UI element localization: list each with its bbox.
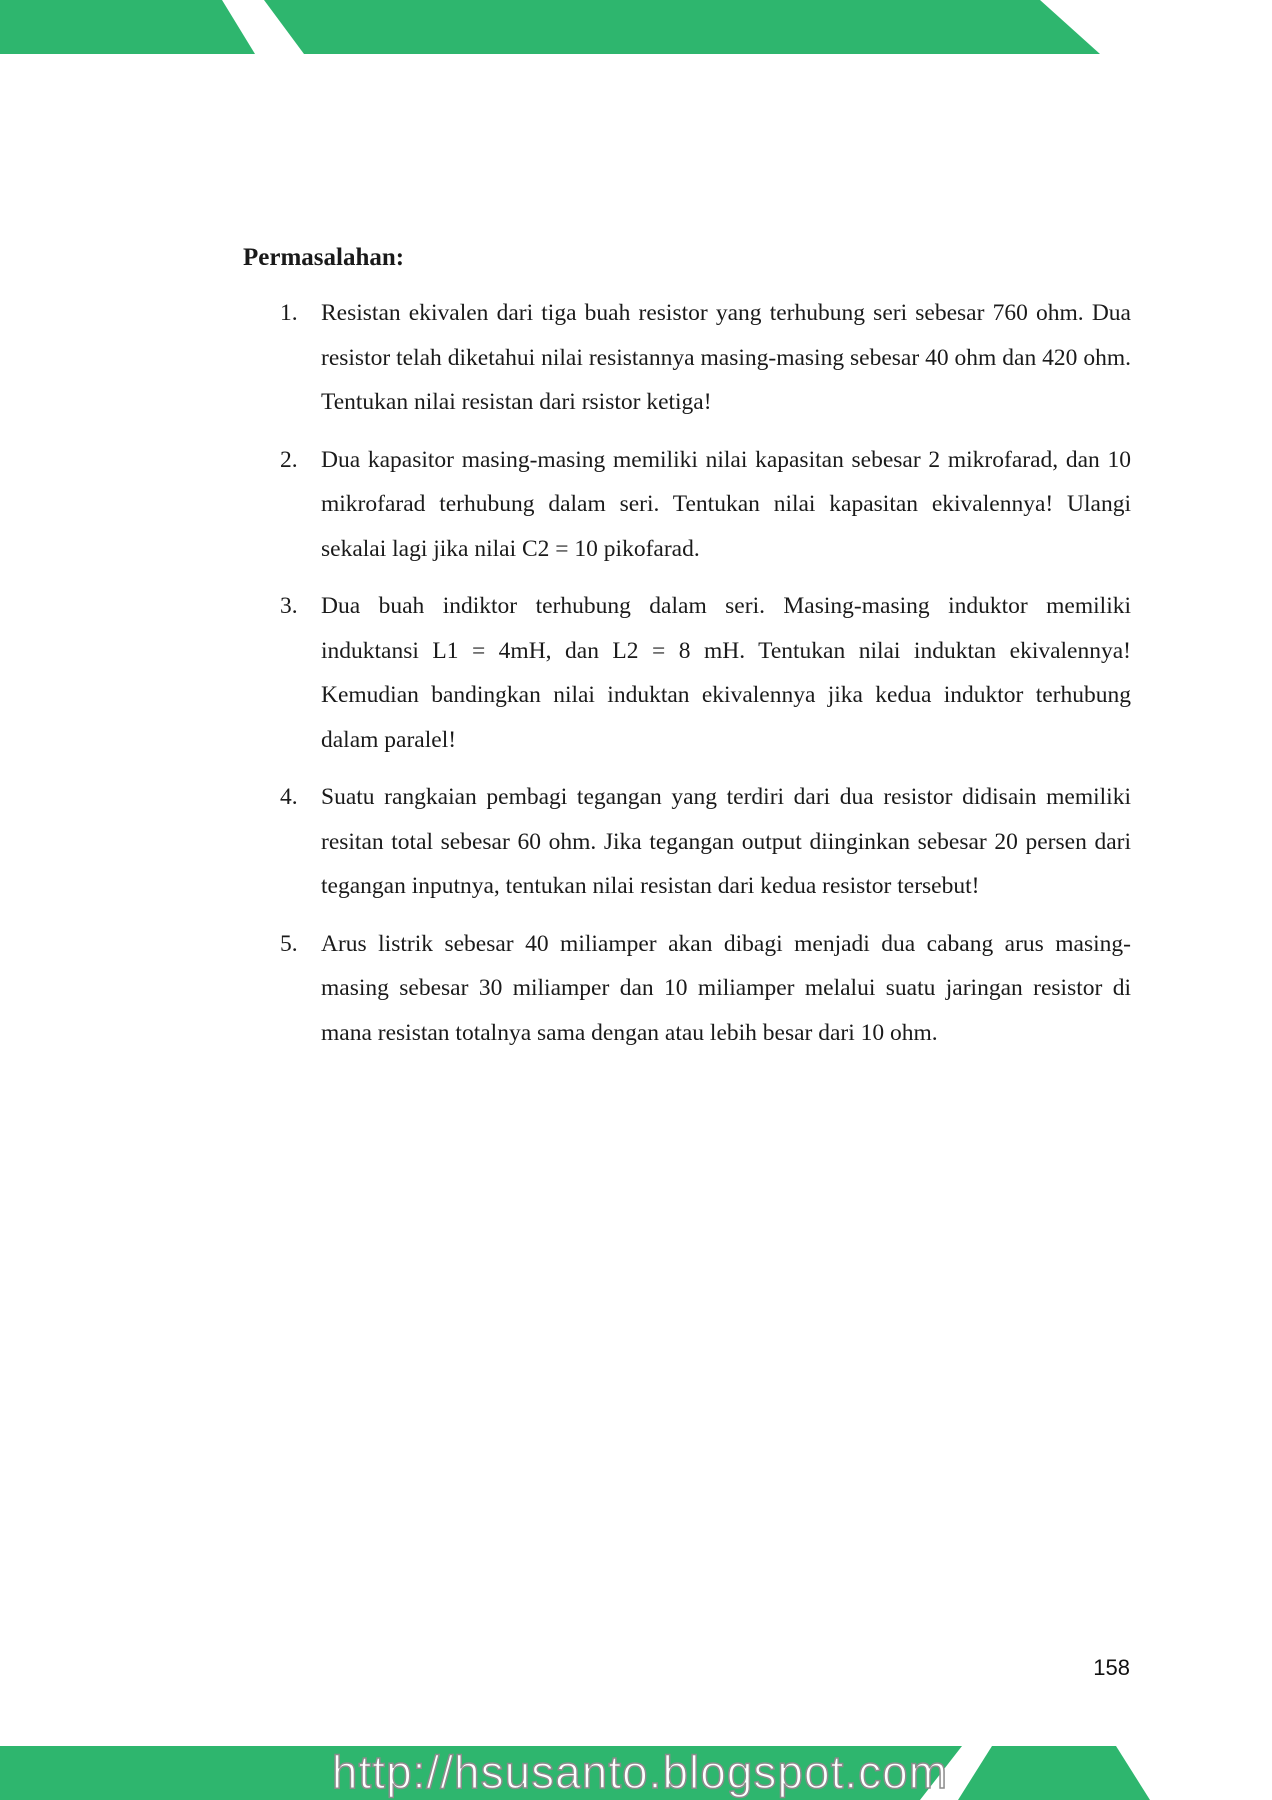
problem-text: Dua buah indiktor terhubung dalam seri. Masing-masing induktor memiliki induktansi L1 = 4mH, dan L2 = 8 mH. Tentukan nilai induktan ekivalennya! Kemudian bandingkan nilai induktan ekivalennya jika kedua induktor terhubung dalam paralel! — [321, 593, 1131, 753]
problem-item-3 — [243, 584, 1131, 762]
problem-item-1 — [243, 291, 1131, 425]
problem-text: Dua kapasitor masing-masing memiliki nilai kapasitan sebesar 2 mikrofarad, dan 10 mikrofarad terhubung dalam seri. Tentukan nilai kapasitan ekivalennya! Ulangi sekalai lagi jika nilai C2 = 10 pikofarad. — [321, 446, 1131, 562]
problem-number: 4. — [280, 784, 298, 810]
problem-number: 5. — [280, 930, 298, 957]
section-title: Permasalahan: — [243, 244, 405, 271]
page-number: 158 — [1093, 1655, 1130, 1680]
problem-list — [243, 291, 1131, 1055]
problem-item-5 — [243, 922, 1131, 1056]
top-banner-left-segment — [0, 0, 255, 54]
problem-item-4 — [243, 775, 1131, 909]
problem-text: Resistan ekivalen dari tiga buah resistor yang terhubung seri sebesar 760 ohm. Dua resistor telah diketahui nilai resistannya masing-masing sebesar 40 ohm dan 420 ohm. Tentukan nilai resistan dari rsistor ketiga! — [321, 300, 1131, 415]
top-decorative-banner — [0, 0, 1272, 56]
problem-number: 1. — [280, 300, 298, 326]
problem-text: Suatu rangkaian pembagi tegangan yang terdiri dari dua resistor didisain memiliki resitan total sebesar 60 ohm. Jika tegangan output diinginkan sebesar 20 persen dari tegangan inputnya, tentukan nilai resistan dari kedua resistor tersebut! — [321, 784, 1131, 899]
problem-text: Arus listrik sebesar 40 miliamper akan dibagi menjadi dua cabang arus masing-masing sebesar 30 miliamper dan 10 miliamper melalui suatu jaringan resistor di mana resistan totalnya sama dengan atau lebih besar dari 10 ohm. — [321, 930, 1131, 1046]
problem-item-2 — [243, 438, 1131, 572]
problem-number: 2. — [280, 446, 298, 473]
footer-watermark-url: http://hsusanto.blogspot.com — [331, 1746, 949, 1798]
top-banner-right-segment — [264, 0, 1100, 54]
bottom-banner-right-segment — [958, 1746, 1150, 1800]
problem-number: 3. — [280, 593, 298, 619]
page-content — [243, 238, 1131, 1068]
